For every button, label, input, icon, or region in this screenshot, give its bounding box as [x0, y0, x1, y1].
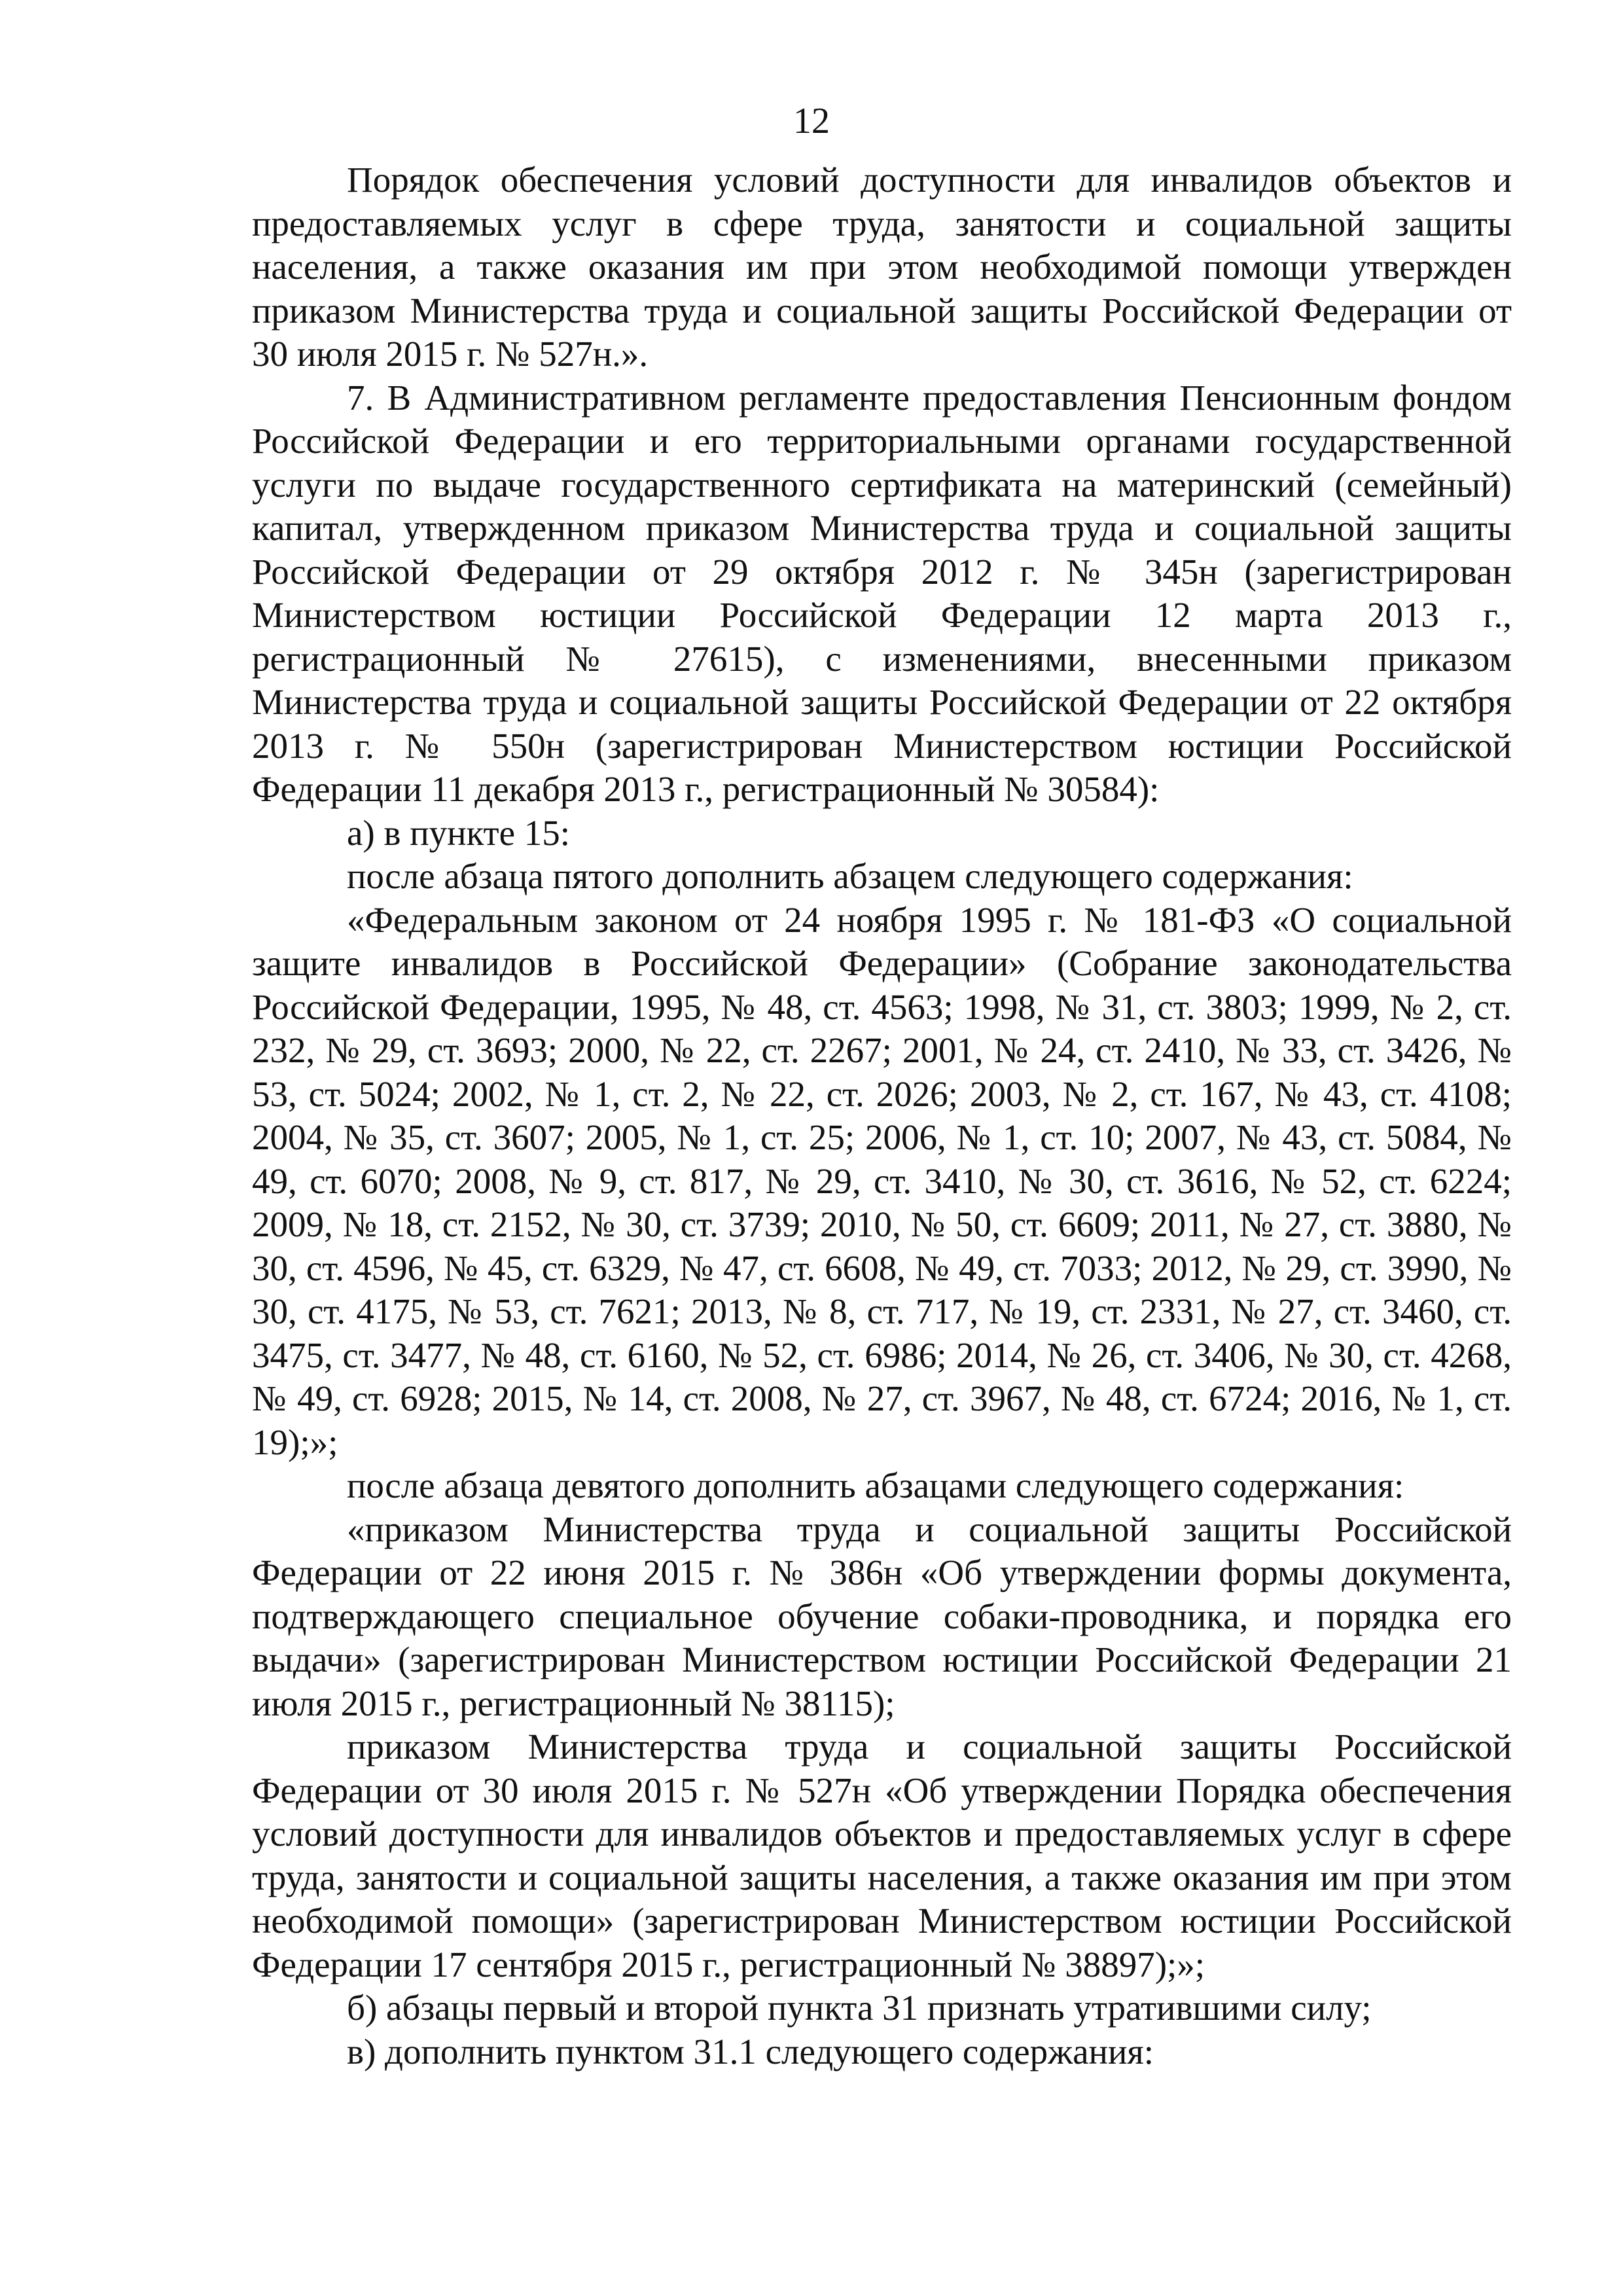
paragraph-item-7: 7. В Административном регламенте предоставления Пенсионным фондом Российской Федерации и его территориальными органами государственной услуги по выдаче государственного сертификата на материнский (семейный) капитал, утвержденном приказом Министерства труда и социальной защиты Российской Федерации от 29 октября 2012 г. № 345н (зарегистрирован Министерством юстиции Российской Федерации 12 марта 2013 г., регистрационный № 27615), с изменениями, внесенными приказом Министерства труда и социальной защиты Российской Федерации от 22 октября 2013 г. № 550н (зарегистрирован Министерством юстиции Российской Федерации 11 декабря 2013 г., регистрационный № 30584): [252, 377, 1512, 809]
paragraph-order-386n: «приказом Министерства труда и социальной защиты Российской Федерации от 22 июня 2015 г. № 386н «Об утверждении формы документа, подтверждающего специальное обучение собаки-проводника, и порядка его выдачи» (зарегистрирован Министерством юстиции Российской Федерации 21 июля 2015 г., регистрационный № 38115); [252, 1509, 1512, 1723]
paragraph-accessibility-order: Порядок обеспечения условий доступности для инвалидов объектов и предоставляемых услуг в сфере труда, занятости и социальной защиты населения, а также оказания им при этом необходимой помощи утвержден приказом Министерства труда и социальной защиты Российской Федерации от 30 июля 2015 г. № 527н.». [252, 160, 1512, 374]
paragraph-subitem-a: а) в пункте 15: [347, 812, 571, 853]
paragraph-order-527n: приказом Министерства труда и социальной защиты Российской Федерации от 30 июля 2015 г. № 527н «Об утверждении Порядка обеспечения условий доступности для инвалидов объектов и предоставляемых услуг в сфере труда, занятости и социальной защиты населения, а также оказания им при этом необходимой помощи» (зарегистрирован Министерством юстиции Российской Федерации 17 сентября 2015 г., регистрационный № 38897);»; [252, 1727, 1512, 1984]
paragraph-subitem-v: в) дополнить пунктом 31.1 следующего содержания: [347, 2031, 1154, 2072]
paragraph-after-ninth: после абзаца девятого дополнить абзацами следующего содержания: [347, 1465, 1404, 1505]
document-body [252, 158, 1512, 2073]
paragraph-after-fifth: после абзаца пятого дополнить абзацем следующего содержания: [347, 856, 1353, 896]
paragraph-federal-law: «Федеральным законом от 24 ноября 1995 г. № 181-ФЗ «О социальной защите инвалидов в Российской Федерации» (Собрание законодательства Российской Федерации, 1995, № 48, ст. 4563; 1998, № 31, ст. 3803; 1999, № 2, ст. 232, № 29, ст. 3693; 2000, № 22, ст. 2267; 2001, № 24, ст. 2410, № 33, ст. 3426, № 53, ст. 5024; 2002, № 1, ст. 2, № 22, ст. 2026; 2003, № 2, ст. 167, № 43, ст. 4108; 2004, № 35, ст. 3607; 2005, № 1, ст. 25; 2006, № 1, ст. 10; 2007, № 43, ст. 5084, № 49, ст. 6070; 2008, № 9, ст. 817, № 29, ст. 3410, № 30, ст. 3616, № 52, ст. 6224; 2009, № 18, ст. 2152, № 30, ст. 3739; 2010, № 50, ст. 6609; 2011, № 27, ст. 3880, № 30, ст. 4596, № 45, ст. 6329, № 47, ст. 6608, № 49, ст. 7033; 2012, № 29, ст. 3990, № 30, ст. 4175, № 53, ст. 7621; 2013, № 8, ст. 717, № 19, ст. 2331, № 27, ст. 3460, ст. 3475, ст. 3477, № 48, ст. 6160, № 52, ст. 6986; 2014, № 26, ст. 3406, № 30, ст. 4268, № 49, ст. 6928; 2015, № 14, ст. 2008, № 27, ст. 3967, № 48, ст. 6724; 2016, № 1, ст. 19);»; [252, 899, 1512, 1462]
paragraph-subitem-b: б) абзацы первый и второй пункта 31 признать утратившими силу; [347, 1988, 1372, 2028]
page-number: 12 [793, 101, 830, 141]
